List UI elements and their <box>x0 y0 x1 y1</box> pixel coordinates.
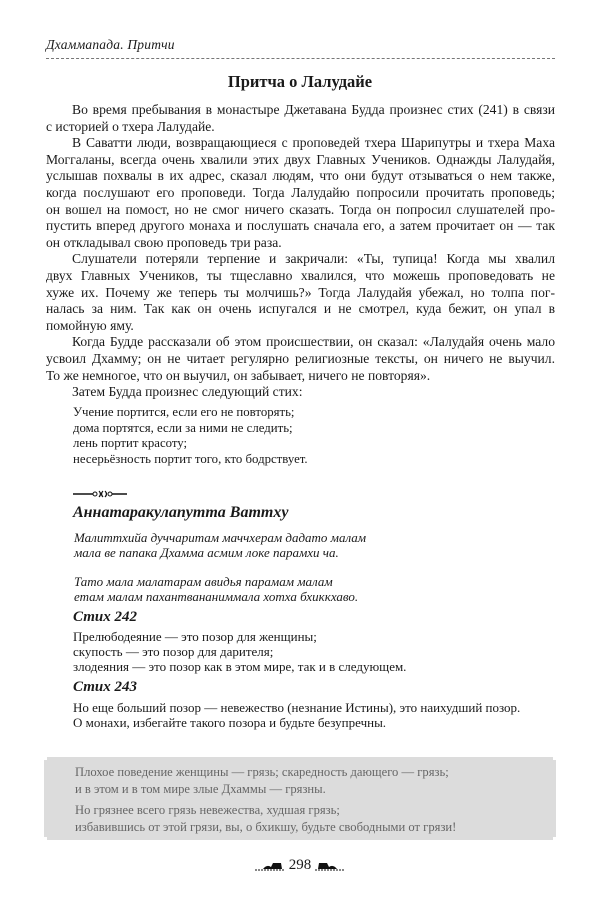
text-line: когда послушают его проповеди. Тогда Лалудайю попросили прочитать проповедь; <box>46 184 555 200</box>
verse-line: злодеяния — это позор как в этом мире, так и в следующем. <box>73 659 407 674</box>
page-footer <box>0 856 600 874</box>
verse-243 <box>73 700 520 730</box>
text-line: То же немногое, что он выучил, он забывает, ничего не повторяя». <box>46 367 431 383</box>
text-line: он вошел на помост, но не смог ничего сказать. Тогда он попросил слушателей про- <box>46 201 555 217</box>
paragraph-1 <box>46 102 555 135</box>
poem <box>73 405 308 467</box>
text-line: помойную яму. <box>46 317 134 333</box>
ornament-left-icon <box>255 861 285 871</box>
paragraph-2 <box>46 135 555 251</box>
poem-line: дома портятся, если за ними не следить; <box>73 420 293 435</box>
pali-line: Малиттхийа дуччаритам маччхерам дадато малам <box>74 530 367 545</box>
chapter-title: Притча о Лалудайе <box>227 72 373 91</box>
pali-line: мала ве папака Дхамма асмим локе парамхи ча. <box>74 545 339 560</box>
text-line: хуже их. Почему же теперь ты молчишь?» Тогда Лалудайя убежал, но толпа пог- <box>46 284 555 300</box>
summary-line: и в этом и в том мире злые Дхаммы — грязны. <box>75 781 326 796</box>
verse-heading-243: Стих 243 <box>73 679 137 695</box>
text-line: с историей о тхера Лалудайе. <box>46 118 215 134</box>
pali-line: Тато мала малатарам авидья парамам малам <box>74 574 333 589</box>
verse-line: О монахи, избегайте такого позора и будьте безупречны. <box>73 715 387 730</box>
text-line: В Саватти люди, возвращающиеся с проповедей тхера Шарипутры и тхера Маха <box>72 135 555 151</box>
verse-heading-242: Стих 242 <box>73 609 137 625</box>
text-line: Когда Будде рассказали об этом происшествии, он сказал: «Лалудайя очень мало <box>72 334 555 350</box>
text-line: налась за ним. Так как он очень испугался и не смотрел, куда бежит, он упал в <box>46 301 555 317</box>
summary-line: Плохое поведение женщины — грязь; скаредность дающего — грязь; <box>75 765 449 779</box>
summary-line: избавившись от этой грязи, вы, о бхикшу, будьте свободными от грязи! <box>75 819 457 834</box>
poem-line: лень портит красоту; <box>73 436 188 451</box>
verse-line: скупость — это позор для дарителя; <box>73 644 274 659</box>
paragraph-3 <box>46 251 555 334</box>
verse-line: Но еще больший позор — невежество (незнание Истины), это наихудший позор. <box>73 700 521 715</box>
header-rule <box>46 58 555 59</box>
story-title: Аннатаракулапутта Ваттху <box>73 504 289 521</box>
text-line: он откладывал свою проповедь три раза. <box>46 234 282 250</box>
text-line: Слушатели потеряли терпение и закричали: «Ты, тупица! Когда мы хвалил <box>72 251 555 267</box>
poem-line: несерьёзность портит того, кто бодрствует. <box>73 451 308 466</box>
page-number: 298 <box>288 857 312 873</box>
summary-text <box>75 764 456 835</box>
text-line: Моггаланы, всегда очень хвалили этих двух Главных Учеников. Однажды Лалудайя, <box>46 151 555 167</box>
ornament-right-icon <box>315 861 345 871</box>
running-head: Дхаммапада. Притчи <box>46 37 175 52</box>
ornament-divider-icon <box>73 490 127 498</box>
paragraph-4 <box>46 334 555 384</box>
pali-stanza-2 <box>74 574 358 604</box>
text-line: пустить вперед другого монаха и послушать сначала его, а затем прочитает он — так <box>46 218 555 234</box>
pali-line: етам малам пахантвананиммала хотха бхиккхаво. <box>74 589 359 604</box>
pali-stanza-1 <box>74 530 366 560</box>
poem-line: Учение портится, если его не повторять; <box>73 405 295 419</box>
text-line: Во время пребывания в монастыре Джетавана Будда произнес стих (241) в связи <box>72 102 555 117</box>
summary-line: Но грязнее всего грязь невежества, худшая грязь; <box>75 803 340 817</box>
text-line: усвоил Дхамму; он не читает регулярно религиозные тексты, он ничего не выучил. <box>46 350 555 366</box>
body-text <box>46 102 555 401</box>
text-line: двух Главных Учеников, ты тщеславно хвалился, что можешь проповедовать не <box>46 267 555 283</box>
text-line: Затем Будда произнес следующий стих: <box>72 384 303 400</box>
verse-line: Прелюбодеяние — это позор для женщины; <box>73 629 317 644</box>
paragraph-5 <box>46 384 555 401</box>
text-line: услышав похвалы в их адрес, сказал людям, что они будут отзываться о нем также, <box>46 168 555 184</box>
verse-242 <box>73 629 406 674</box>
